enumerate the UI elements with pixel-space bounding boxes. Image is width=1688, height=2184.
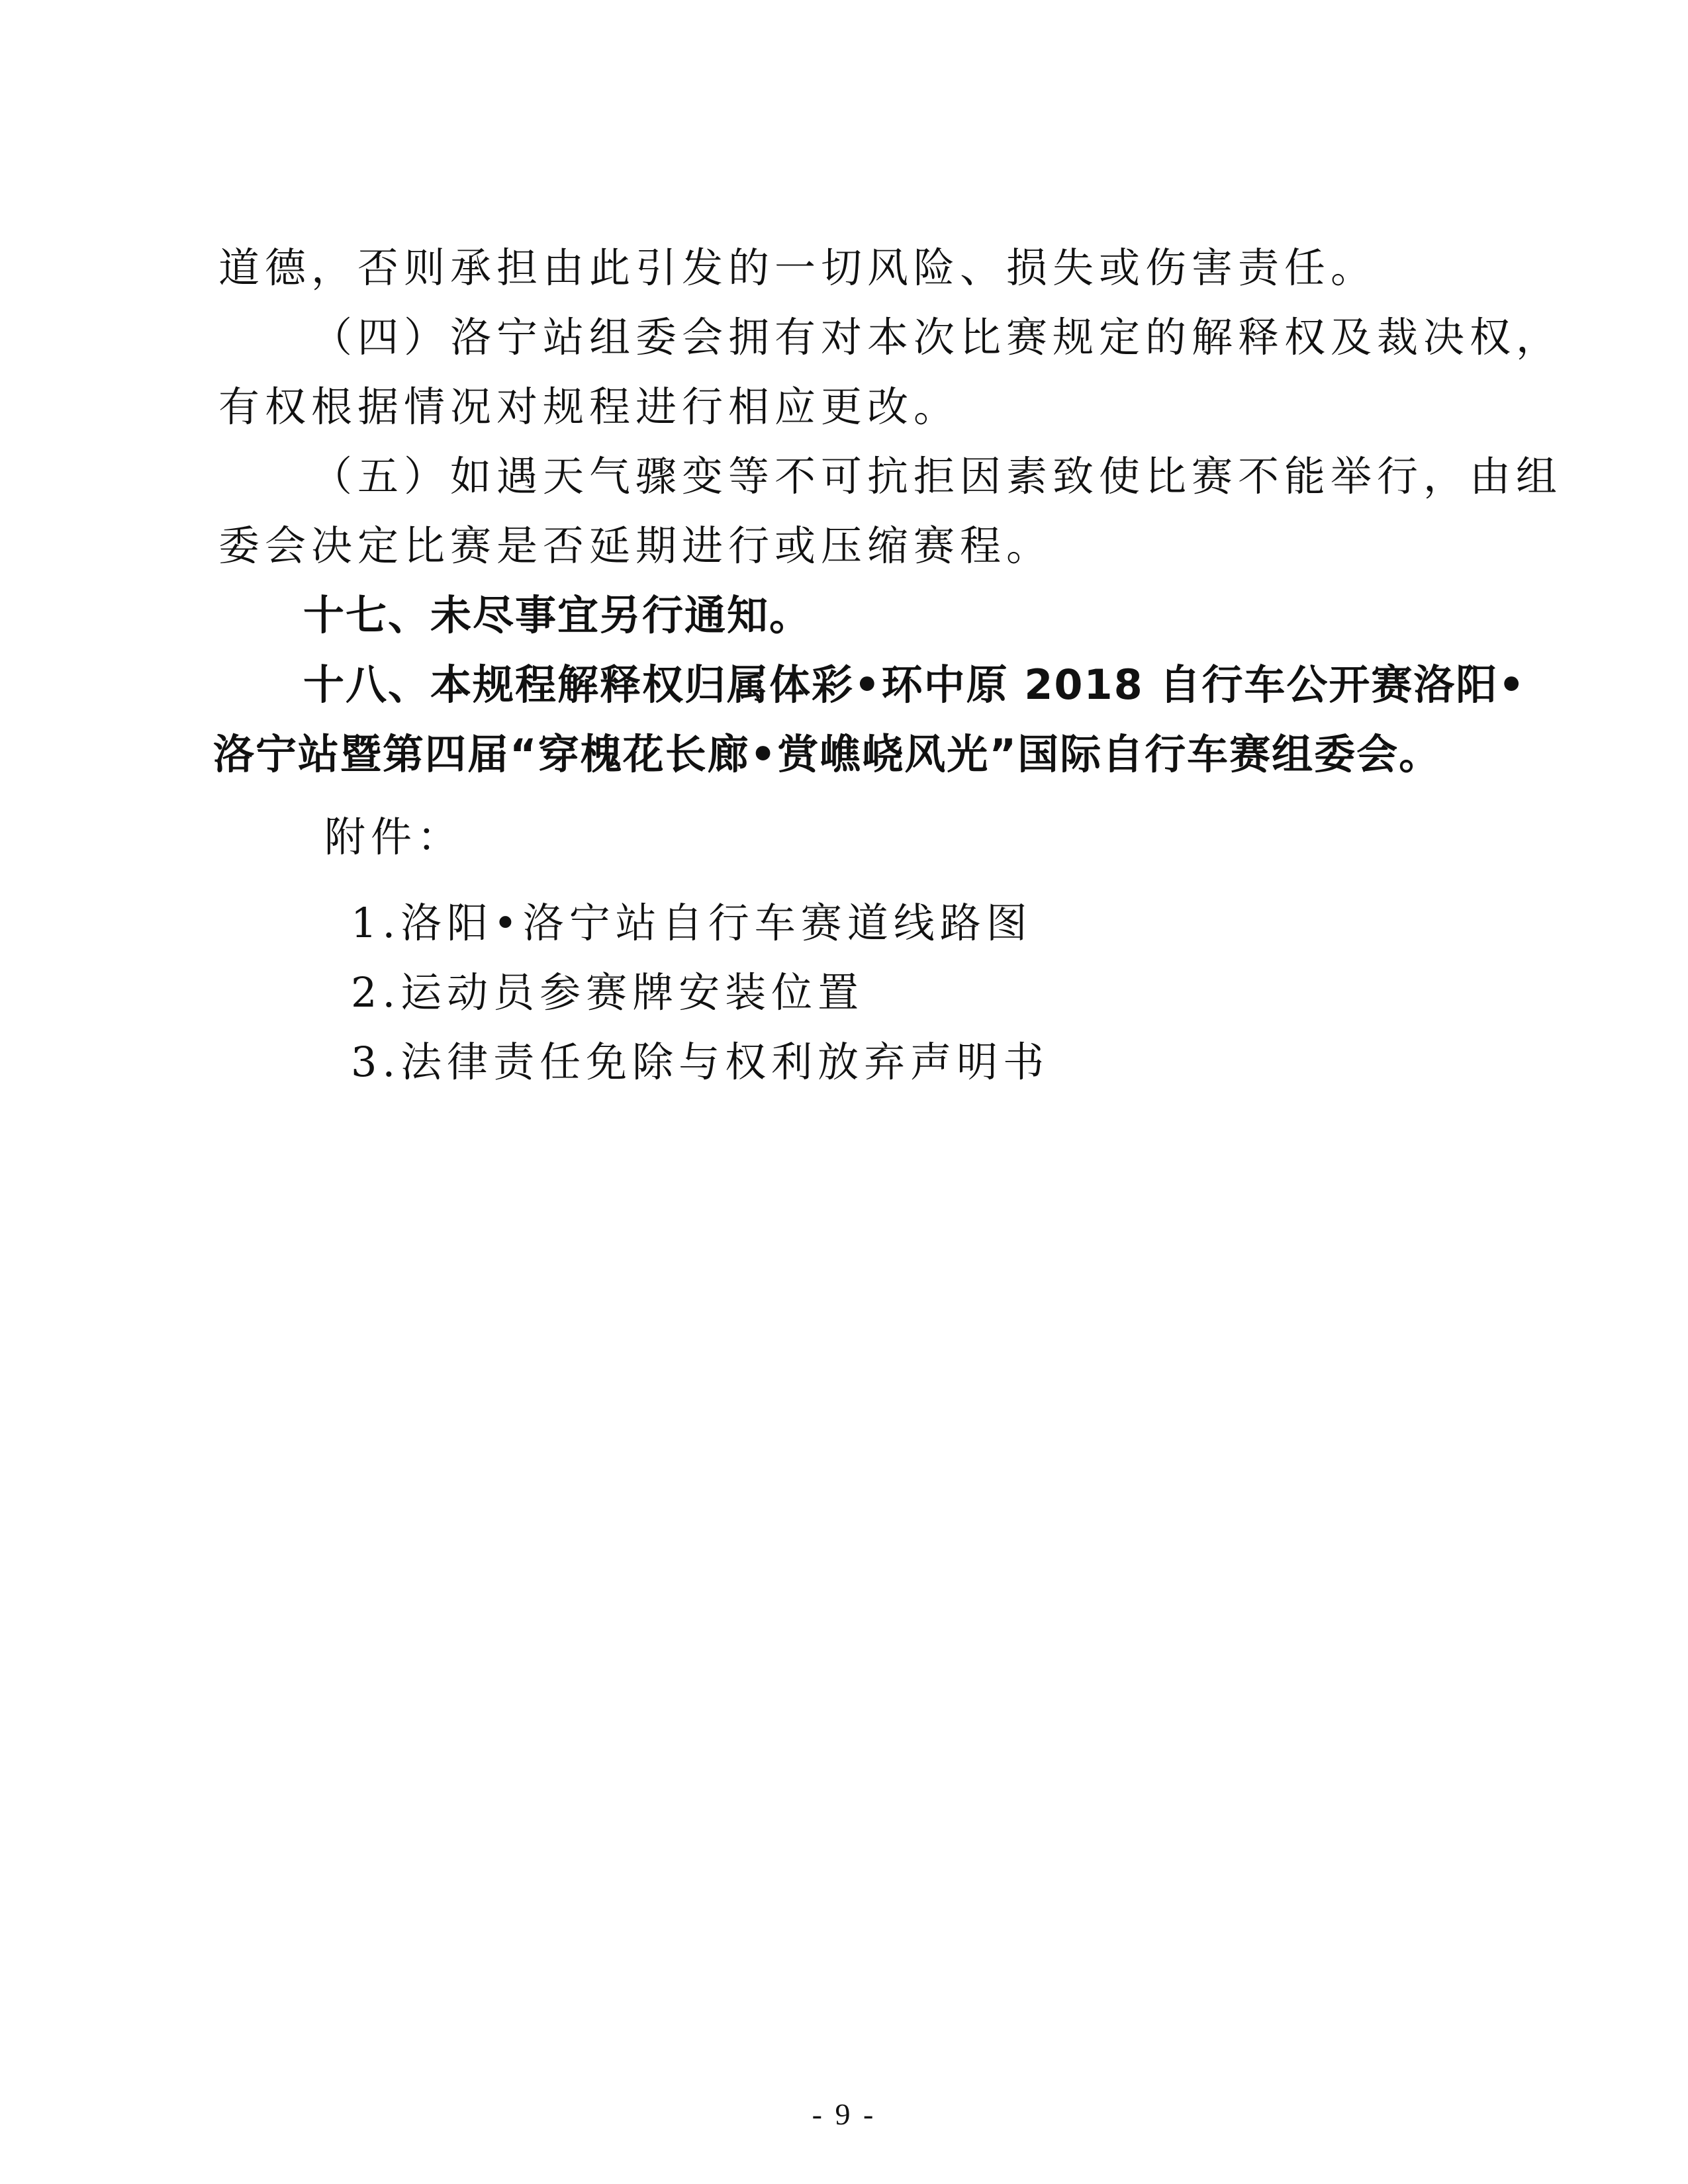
section-18-line-2: 洛宁站暨第四届“穿槐花长廊•赏嶕峣风光”国际自行车赛组委会。 (213, 730, 1442, 778)
paragraph-continuation: 道德，否则承担由此引发的一切风险、损失或伤害责任。 (218, 244, 1378, 292)
page-number: - 9 - (812, 2097, 876, 2131)
paragraph-item-4-line-1: （四）洛宁站组委会拥有对本次比赛规定的解释权及裁决权， (311, 313, 1563, 361)
paragraph-item-5-line-1: （五）如遇天气骤变等不可抗拒因素致使比赛不能举行，由组 (311, 452, 1563, 500)
section-17-heading: 十七、未尽事宜另行通知。 (303, 591, 812, 639)
attachments-label: 附件： (324, 813, 464, 861)
paragraph-item-5-line-2: 委会决定比赛是否延期进行或压缩赛程。 (218, 522, 1053, 570)
attachment-item-2: 2.运动员参赛牌安装位置 (351, 968, 865, 1017)
attachment-item-1: 1.洛阳•洛宁站自行车赛道线路图 (351, 899, 1033, 947)
attachment-item-3: 3.法律责任免除与权利放弃声明书 (351, 1038, 1050, 1086)
section-18-line-1: 十八、本规程解释权归属体彩•环中原 2018 自行车公开赛洛阳• (303, 660, 1526, 709)
paragraph-item-4-line-2: 有权根据情况对规程进行相应更改。 (218, 383, 961, 431)
